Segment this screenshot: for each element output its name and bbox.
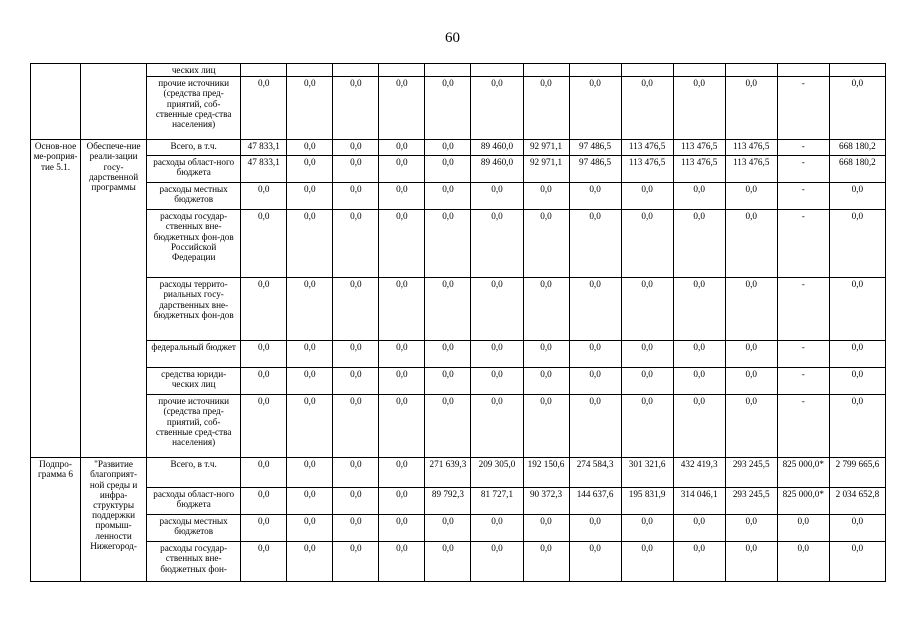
value-cell: 0,0 [287, 140, 333, 156]
value-cell: 0,0 [725, 278, 777, 341]
value-cell: - [777, 183, 829, 210]
value-cell: 209 305,0 [471, 458, 523, 488]
funding-source-cell: Всего, в т.ч. [147, 458, 241, 488]
table-row [31, 183, 886, 210]
measure-name-cell: Обеспече-ние реали-зации госу-дарственной программы [81, 140, 147, 458]
value-cell: 0,0 [287, 210, 333, 278]
value-cell: 274 584,3 [569, 458, 621, 488]
value-cell: 0,0 [333, 542, 379, 582]
value-cell: 0,0 [523, 341, 569, 368]
value-cell: 89 792,3 [425, 488, 471, 515]
value-cell: 0,0 [425, 395, 471, 458]
value-cell: 0,0 [725, 542, 777, 582]
funding-source-cell: расходы област-ного бюджета [147, 488, 241, 515]
funding-source-cell: Всего, в т.ч. [147, 140, 241, 156]
value-cell: 0,0 [287, 368, 333, 395]
value-cell: 0,0 [287, 395, 333, 458]
value-cell: 0,0 [829, 183, 885, 210]
value-cell: 0,0 [333, 341, 379, 368]
value-cell: 0,0 [829, 368, 885, 395]
value-cell: 0,0 [673, 278, 725, 341]
value-cell: 92 971,1 [523, 140, 569, 156]
table-row [31, 210, 886, 278]
value-cell: 0,0 [621, 542, 673, 582]
value-cell: 668 180,2 [829, 140, 885, 156]
value-cell: 0,0 [621, 183, 673, 210]
value-cell: 0,0 [425, 140, 471, 156]
value-cell: - [777, 210, 829, 278]
value-cell [471, 64, 523, 77]
value-cell: 0,0 [379, 458, 425, 488]
value-cell: 0,0 [241, 542, 287, 582]
value-cell [333, 64, 379, 77]
measure-code-cell: Подпро-грамма 6 [31, 458, 81, 582]
value-cell: 0,0 [829, 542, 885, 582]
table-row [31, 140, 886, 156]
table-row [31, 368, 886, 395]
value-cell: 0,0 [523, 515, 569, 542]
value-cell: 0,0 [241, 368, 287, 395]
value-cell: 0,0 [523, 278, 569, 341]
value-cell: 0,0 [425, 542, 471, 582]
value-cell: 0,0 [241, 210, 287, 278]
value-cell: 0,0 [523, 368, 569, 395]
value-cell: 0,0 [673, 77, 725, 140]
value-cell: 0,0 [379, 542, 425, 582]
value-cell: 0,0 [425, 77, 471, 140]
value-cell: 0,0 [523, 542, 569, 582]
value-cell: 0,0 [673, 368, 725, 395]
value-cell [425, 64, 471, 77]
table-row [31, 542, 886, 582]
value-cell: 0,0 [333, 458, 379, 488]
value-cell: 0,0 [569, 77, 621, 140]
value-cell: 90 372,3 [523, 488, 569, 515]
value-cell: 0,0 [241, 183, 287, 210]
value-cell: 0,0 [621, 77, 673, 140]
value-cell: 0,0 [471, 542, 523, 582]
value-cell [241, 64, 287, 77]
value-cell: 0,0 [569, 278, 621, 341]
value-cell: 0,0 [471, 368, 523, 395]
value-cell: 0,0 [241, 341, 287, 368]
value-cell: 0,0 [287, 156, 333, 183]
value-cell: 0,0 [621, 395, 673, 458]
value-cell: - [777, 341, 829, 368]
funding-source-cell: расходы государ-ственных вне-бюджетных фон-дов Российской Федерации [147, 210, 241, 278]
value-cell: 0,0 [425, 183, 471, 210]
value-cell: 0,0 [241, 458, 287, 488]
value-cell: 0,0 [471, 210, 523, 278]
value-cell: 0,0 [673, 515, 725, 542]
value-cell: 113 476,5 [725, 156, 777, 183]
value-cell: 0,0 [569, 395, 621, 458]
value-cell: 113 476,5 [621, 156, 673, 183]
measure-name-cell: "Развитие благоприят-ной среды и инфра-структуры поддержки промыш-ленности Нижегород- [81, 458, 147, 582]
value-cell: 293 245,5 [725, 488, 777, 515]
value-cell: 0,0 [379, 183, 425, 210]
value-cell: 0,0 [333, 395, 379, 458]
value-cell: 0,0 [829, 210, 885, 278]
value-cell: 113 476,5 [673, 156, 725, 183]
value-cell: 0,0 [333, 278, 379, 341]
value-cell: 0,0 [523, 183, 569, 210]
value-cell: 0,0 [379, 210, 425, 278]
value-cell: 0,0 [725, 183, 777, 210]
value-cell: 0,0 [379, 368, 425, 395]
value-cell: 0,0 [287, 542, 333, 582]
value-cell [725, 64, 777, 77]
value-cell: 47 833,1 [241, 140, 287, 156]
value-cell: 0,0 [425, 368, 471, 395]
value-cell: 0,0 [673, 341, 725, 368]
value-cell: 825 000,0* [777, 488, 829, 515]
value-cell: - [777, 140, 829, 156]
value-cell: 314 046,1 [673, 488, 725, 515]
value-cell: 47 833,1 [241, 156, 287, 183]
value-cell: 0,0 [425, 210, 471, 278]
value-cell: 0,0 [425, 278, 471, 341]
value-cell: - [777, 77, 829, 140]
value-cell: 301 321,6 [621, 458, 673, 488]
value-cell: 0,0 [829, 341, 885, 368]
funding-source-cell: ческих лиц [147, 64, 241, 77]
value-cell: 0,0 [241, 77, 287, 140]
value-cell: 113 476,5 [621, 140, 673, 156]
value-cell: 0,0 [523, 210, 569, 278]
value-cell: 0,0 [287, 341, 333, 368]
funding-source-cell: прочие источники (средства пред-приятий, соб-ственные сред-ства населения) [147, 77, 241, 140]
value-cell: - [777, 278, 829, 341]
value-cell: 432 419,3 [673, 458, 725, 488]
value-cell: 89 460,0 [471, 156, 523, 183]
table-row [31, 64, 886, 77]
value-cell: 0,0 [725, 368, 777, 395]
value-cell: 0,0 [471, 278, 523, 341]
value-cell: 81 727,1 [471, 488, 523, 515]
value-cell: 0,0 [829, 515, 885, 542]
value-cell: 0,0 [241, 488, 287, 515]
value-cell: 0,0 [379, 515, 425, 542]
funding-source-cell: расходы местных бюджетов [147, 515, 241, 542]
value-cell: 271 639,3 [425, 458, 471, 488]
funding-source-cell: расходы террито-риальных госу-дарственных вне-бюджетных фон-дов [147, 278, 241, 341]
value-cell: 0,0 [471, 515, 523, 542]
value-cell: 0,0 [287, 488, 333, 515]
value-cell: 0,0 [471, 341, 523, 368]
value-cell: 0,0 [287, 77, 333, 140]
value-cell: 0,0 [569, 341, 621, 368]
funding-source-cell: расходы местных бюджетов [147, 183, 241, 210]
value-cell: 0,0 [379, 278, 425, 341]
measure-name-cell [81, 64, 147, 140]
funding-source-cell: расходы государ-ственных вне-бюджетных фон- [147, 542, 241, 582]
value-cell: 144 637,6 [569, 488, 621, 515]
funding-source-cell: расходы област-ного бюджета [147, 156, 241, 183]
value-cell [673, 64, 725, 77]
funding-source-cell: средства юриди-ческих лиц [147, 368, 241, 395]
value-cell: 2 034 652,8 [829, 488, 885, 515]
value-cell: 0,0 [621, 210, 673, 278]
value-cell: 0,0 [569, 368, 621, 395]
value-cell: 668 180,2 [829, 156, 885, 183]
value-cell: 0,0 [621, 341, 673, 368]
value-cell: 0,0 [725, 341, 777, 368]
value-cell: 195 831,9 [621, 488, 673, 515]
value-cell: 113 476,5 [725, 140, 777, 156]
value-cell: 0,0 [333, 140, 379, 156]
value-cell: 0,0 [287, 515, 333, 542]
value-cell: 0,0 [523, 395, 569, 458]
value-cell [621, 64, 673, 77]
value-cell: 0,0 [569, 183, 621, 210]
value-cell: 0,0 [725, 77, 777, 140]
value-cell: 97 486,5 [569, 140, 621, 156]
value-cell: 0,0 [379, 156, 425, 183]
value-cell: 92 971,1 [523, 156, 569, 183]
value-cell: 0,0 [471, 395, 523, 458]
funding-source-cell: федеральный бюджет [147, 341, 241, 368]
value-cell: 0,0 [379, 488, 425, 515]
value-cell: 0,0 [287, 458, 333, 488]
table-row [31, 77, 886, 140]
funding-source-cell: прочие источники (средства пред-приятий, соб-ственные сред-ства населения) [147, 395, 241, 458]
value-cell: 0,0 [621, 515, 673, 542]
value-cell: 0,0 [777, 542, 829, 582]
value-cell: 0,0 [523, 77, 569, 140]
value-cell: 0,0 [287, 278, 333, 341]
value-cell: 0,0 [425, 156, 471, 183]
measure-code-cell [31, 64, 81, 140]
value-cell: 0,0 [425, 515, 471, 542]
value-cell: 0,0 [379, 395, 425, 458]
value-cell [777, 64, 829, 77]
value-cell [379, 64, 425, 77]
value-cell: 0,0 [569, 515, 621, 542]
table-row [31, 515, 886, 542]
value-cell: 0,0 [621, 368, 673, 395]
table-row [31, 278, 886, 341]
value-cell: 0,0 [379, 341, 425, 368]
value-cell: 113 476,5 [673, 140, 725, 156]
value-cell [829, 64, 885, 77]
table-row [31, 488, 886, 515]
value-cell: 0,0 [287, 183, 333, 210]
value-cell: 0,0 [333, 368, 379, 395]
value-cell [569, 64, 621, 77]
value-cell: 0,0 [471, 183, 523, 210]
budget-table [30, 63, 886, 582]
value-cell: 2 799 665,6 [829, 458, 885, 488]
value-cell [287, 64, 333, 77]
value-cell: 0,0 [673, 542, 725, 582]
value-cell: 0,0 [333, 488, 379, 515]
value-cell: 0,0 [829, 395, 885, 458]
value-cell: - [777, 368, 829, 395]
value-cell: 0,0 [829, 278, 885, 341]
value-cell: 0,0 [379, 77, 425, 140]
value-cell: 0,0 [333, 77, 379, 140]
page-number: 60 [445, 30, 460, 46]
value-cell: 0,0 [777, 515, 829, 542]
table-row [31, 395, 886, 458]
value-cell: 192 150,6 [523, 458, 569, 488]
value-cell: 0,0 [725, 395, 777, 458]
value-cell: 0,0 [241, 278, 287, 341]
value-cell: 0,0 [425, 341, 471, 368]
value-cell: 0,0 [621, 278, 673, 341]
table-row [31, 156, 886, 183]
value-cell: 0,0 [379, 140, 425, 156]
value-cell: 0,0 [829, 77, 885, 140]
value-cell: 0,0 [333, 156, 379, 183]
value-cell: 89 460,0 [471, 140, 523, 156]
value-cell: 0,0 [725, 515, 777, 542]
value-cell: 97 486,5 [569, 156, 621, 183]
value-cell: 0,0 [333, 210, 379, 278]
value-cell: 0,0 [333, 515, 379, 542]
measure-code-cell: Основ-ное ме-роприя-тие 5.1. [31, 140, 81, 458]
value-cell: - [777, 395, 829, 458]
value-cell: - [777, 156, 829, 183]
table-row [31, 458, 886, 488]
value-cell: 0,0 [569, 542, 621, 582]
value-cell: 825 000,0* [777, 458, 829, 488]
value-cell [523, 64, 569, 77]
value-cell: 0,0 [241, 395, 287, 458]
value-cell: 0,0 [673, 395, 725, 458]
value-cell: 0,0 [725, 210, 777, 278]
value-cell: 293 245,5 [725, 458, 777, 488]
value-cell: 0,0 [673, 183, 725, 210]
value-cell: 0,0 [241, 515, 287, 542]
value-cell: 0,0 [471, 77, 523, 140]
value-cell: 0,0 [673, 210, 725, 278]
value-cell: 0,0 [569, 210, 621, 278]
table-row [31, 341, 886, 368]
value-cell: 0,0 [333, 183, 379, 210]
